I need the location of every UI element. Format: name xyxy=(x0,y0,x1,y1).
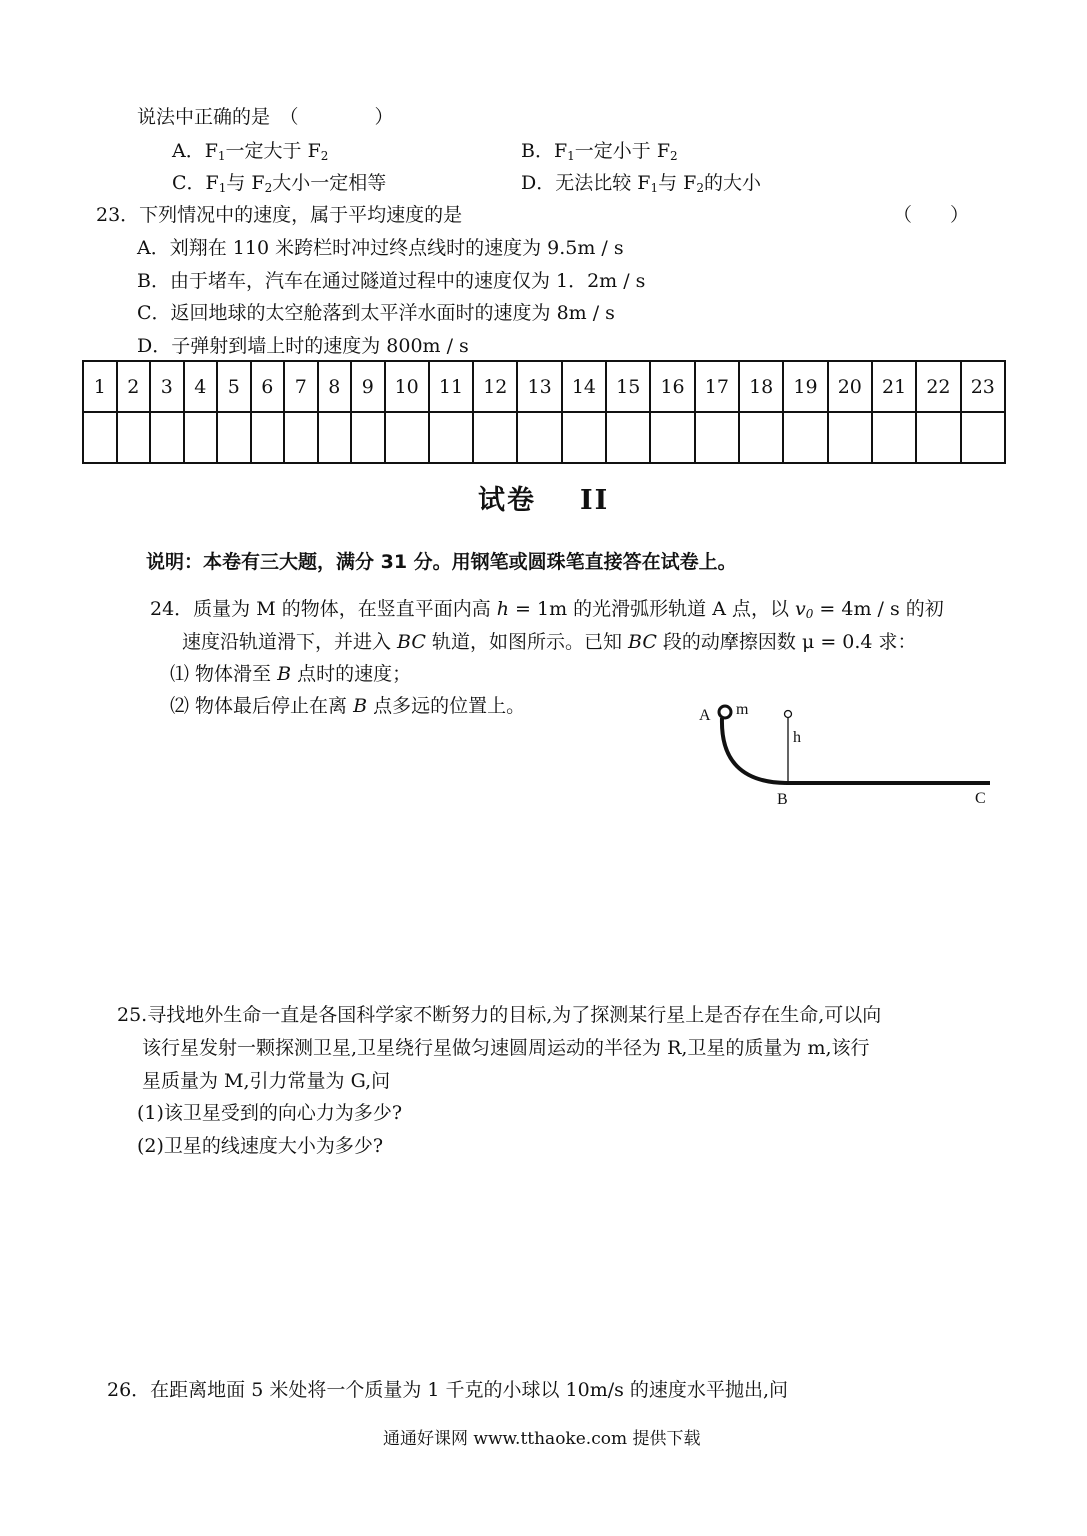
page-footer: 通通好课网 www.tthaoke.com 提供下载 xyxy=(383,1429,701,1449)
answer-number-cell: 7 xyxy=(284,361,318,412)
answer-number-cell: 5 xyxy=(217,361,251,412)
answer-number-cell: 15 xyxy=(606,361,650,412)
answer-number-cell: 21 xyxy=(872,361,916,412)
track-figure xyxy=(690,690,1000,815)
answer-blank-cell[interactable] xyxy=(739,412,783,463)
answer-blank-cell[interactable] xyxy=(150,412,184,463)
answer-blank-cell[interactable] xyxy=(284,412,318,463)
q25-line-2: 该行星发射一颗探测卫星,卫星绕行星做匀速圆周运动的半径为 R,卫星的质量为 m,该行 xyxy=(142,1037,870,1059)
q26-line-1: 26．在距离地面 5 米处将一个质量为 1 千克的小球以 10m/s 的速度水平抛出,问 xyxy=(107,1379,788,1401)
answer-number-cell: 14 xyxy=(562,361,606,412)
answer-number-cell: 16 xyxy=(650,361,694,412)
answer-blank-cell[interactable] xyxy=(429,412,473,463)
answer-number-cell: 4 xyxy=(184,361,218,412)
section-title-text: 试卷 xyxy=(478,485,536,516)
answer-blank-cell[interactable] xyxy=(117,412,151,463)
height-marker-top xyxy=(785,711,792,718)
q25-sub-2: (2)卫星的线速度大小为多少? xyxy=(137,1135,384,1157)
answer-number-cell: 8 xyxy=(318,361,352,412)
q23-stem: 23．下列情况中的速度，属于平均速度的是 xyxy=(96,204,463,226)
answer-blank-cell[interactable] xyxy=(695,412,739,463)
answer-number-cell: 19 xyxy=(783,361,827,412)
answer-number-cell: 23 xyxy=(961,361,1005,412)
answer-blank-cell[interactable] xyxy=(650,412,694,463)
figure-label-b: B xyxy=(777,791,788,808)
q23-option-d: D．子弹射到墙上时的速度为 800m / s xyxy=(137,335,469,357)
answer-blank-cell[interactable] xyxy=(562,412,606,463)
answer-table xyxy=(82,360,1006,464)
q23-option-a: A．刘翔在 110 米跨栏时冲过终点线时的速度为 9.5m / s xyxy=(137,237,624,259)
q23-bracket: （ ） xyxy=(893,204,970,226)
answer-blank-cell[interactable] xyxy=(217,412,251,463)
answer-number-cell: 2 xyxy=(117,361,151,412)
section-title xyxy=(478,478,609,517)
answer-number-cell: 20 xyxy=(828,361,872,412)
q22-option-d: D．无法比较 $F_1$与 $F_2$的大小 xyxy=(521,172,761,195)
q24-line-1: 24．质量为 M 的物体，在竖直平面内高 h = 1m 的光滑弧形轨道 A 点，以 $v_0 = 4m / s$ 的初 xyxy=(150,598,944,621)
section-note: 说明：本卷有三大题，满分 31 分。用钢笔或圆珠笔直接答在试卷上。 xyxy=(146,551,737,573)
answer-number-cell: 11 xyxy=(429,361,473,412)
figure-label-h: h xyxy=(793,729,801,746)
answer-number-cell: 6 xyxy=(251,361,285,412)
answer-blank-cell[interactable] xyxy=(351,412,385,463)
answer-blank-cell[interactable] xyxy=(385,412,429,463)
q24-sub-1: ⑴ 物体滑至 B 点时的速度； xyxy=(170,663,412,685)
curved-track xyxy=(722,718,786,783)
q22-option-b: B．$F_1$一定小于 $F_2$ xyxy=(521,140,678,163)
answer-blank-cell[interactable] xyxy=(251,412,285,463)
answer-number-cell: 22 xyxy=(916,361,960,412)
answer-blank-row xyxy=(83,412,1005,463)
answer-blank-cell[interactable] xyxy=(318,412,352,463)
answer-blank-cell[interactable] xyxy=(184,412,218,463)
answer-blank-cell[interactable] xyxy=(828,412,872,463)
answer-number-cell: 17 xyxy=(695,361,739,412)
q24-sub-2: ⑵ 物体最后停止在离 B 点多远的位置上。 xyxy=(170,695,526,717)
q22-option-c: C．$F_1$与 $F_2$大小一定相等 xyxy=(172,172,387,195)
figure-label-m: m xyxy=(736,701,749,718)
answer-number-cell: 9 xyxy=(351,361,385,412)
answer-blank-cell[interactable] xyxy=(783,412,827,463)
answer-number-cell: 13 xyxy=(517,361,561,412)
answer-blank-cell[interactable] xyxy=(872,412,916,463)
q25-sub-1: (1)该卫星受到的向心力为多少? xyxy=(137,1102,403,1124)
answer-number-cell: 3 xyxy=(150,361,184,412)
q23-option-b: B．由于堵车，汽车在通过隧道过程中的速度仅为 1．2m / s xyxy=(137,270,646,292)
q25-line-1: 25.寻找地外生命一直是各国科学家不断努力的目标,为了探测某行星上是否存在生命,可以向 xyxy=(117,1004,882,1026)
figure-label-c: C xyxy=(975,790,986,807)
q24-line-2: 速度沿轨道滑下，并进入 BC 轨道，如图所示。已知 BC 段的动摩擦因数 μ = 0.4 求： xyxy=(182,631,917,653)
answer-number-row xyxy=(83,361,1005,412)
q22-option-a: A．$F_1$一定大于 $F_2$ xyxy=(172,140,329,163)
section-title-roman: II xyxy=(580,485,610,516)
answer-number-cell: 12 xyxy=(473,361,517,412)
q25-line-3: 星质量为 M,引力常量为 G,问 xyxy=(142,1070,391,1092)
answer-blank-cell[interactable] xyxy=(961,412,1005,463)
mass-ball xyxy=(719,706,731,718)
q23-option-c: C．返回地球的太空舱落到太平洋水面时的速度为 8m / s xyxy=(137,302,615,324)
q22-stem-tail: 说法中正确的是 （ ） xyxy=(137,106,394,128)
answer-blank-cell[interactable] xyxy=(473,412,517,463)
answer-blank-cell[interactable] xyxy=(916,412,960,463)
answer-number-cell: 10 xyxy=(385,361,429,412)
answer-number-cell: 18 xyxy=(739,361,783,412)
answer-blank-cell[interactable] xyxy=(517,412,561,463)
answer-blank-cell[interactable] xyxy=(83,412,117,463)
answer-blank-cell[interactable] xyxy=(606,412,650,463)
figure-label-a: A xyxy=(699,707,711,724)
answer-number-cell: 1 xyxy=(83,361,117,412)
